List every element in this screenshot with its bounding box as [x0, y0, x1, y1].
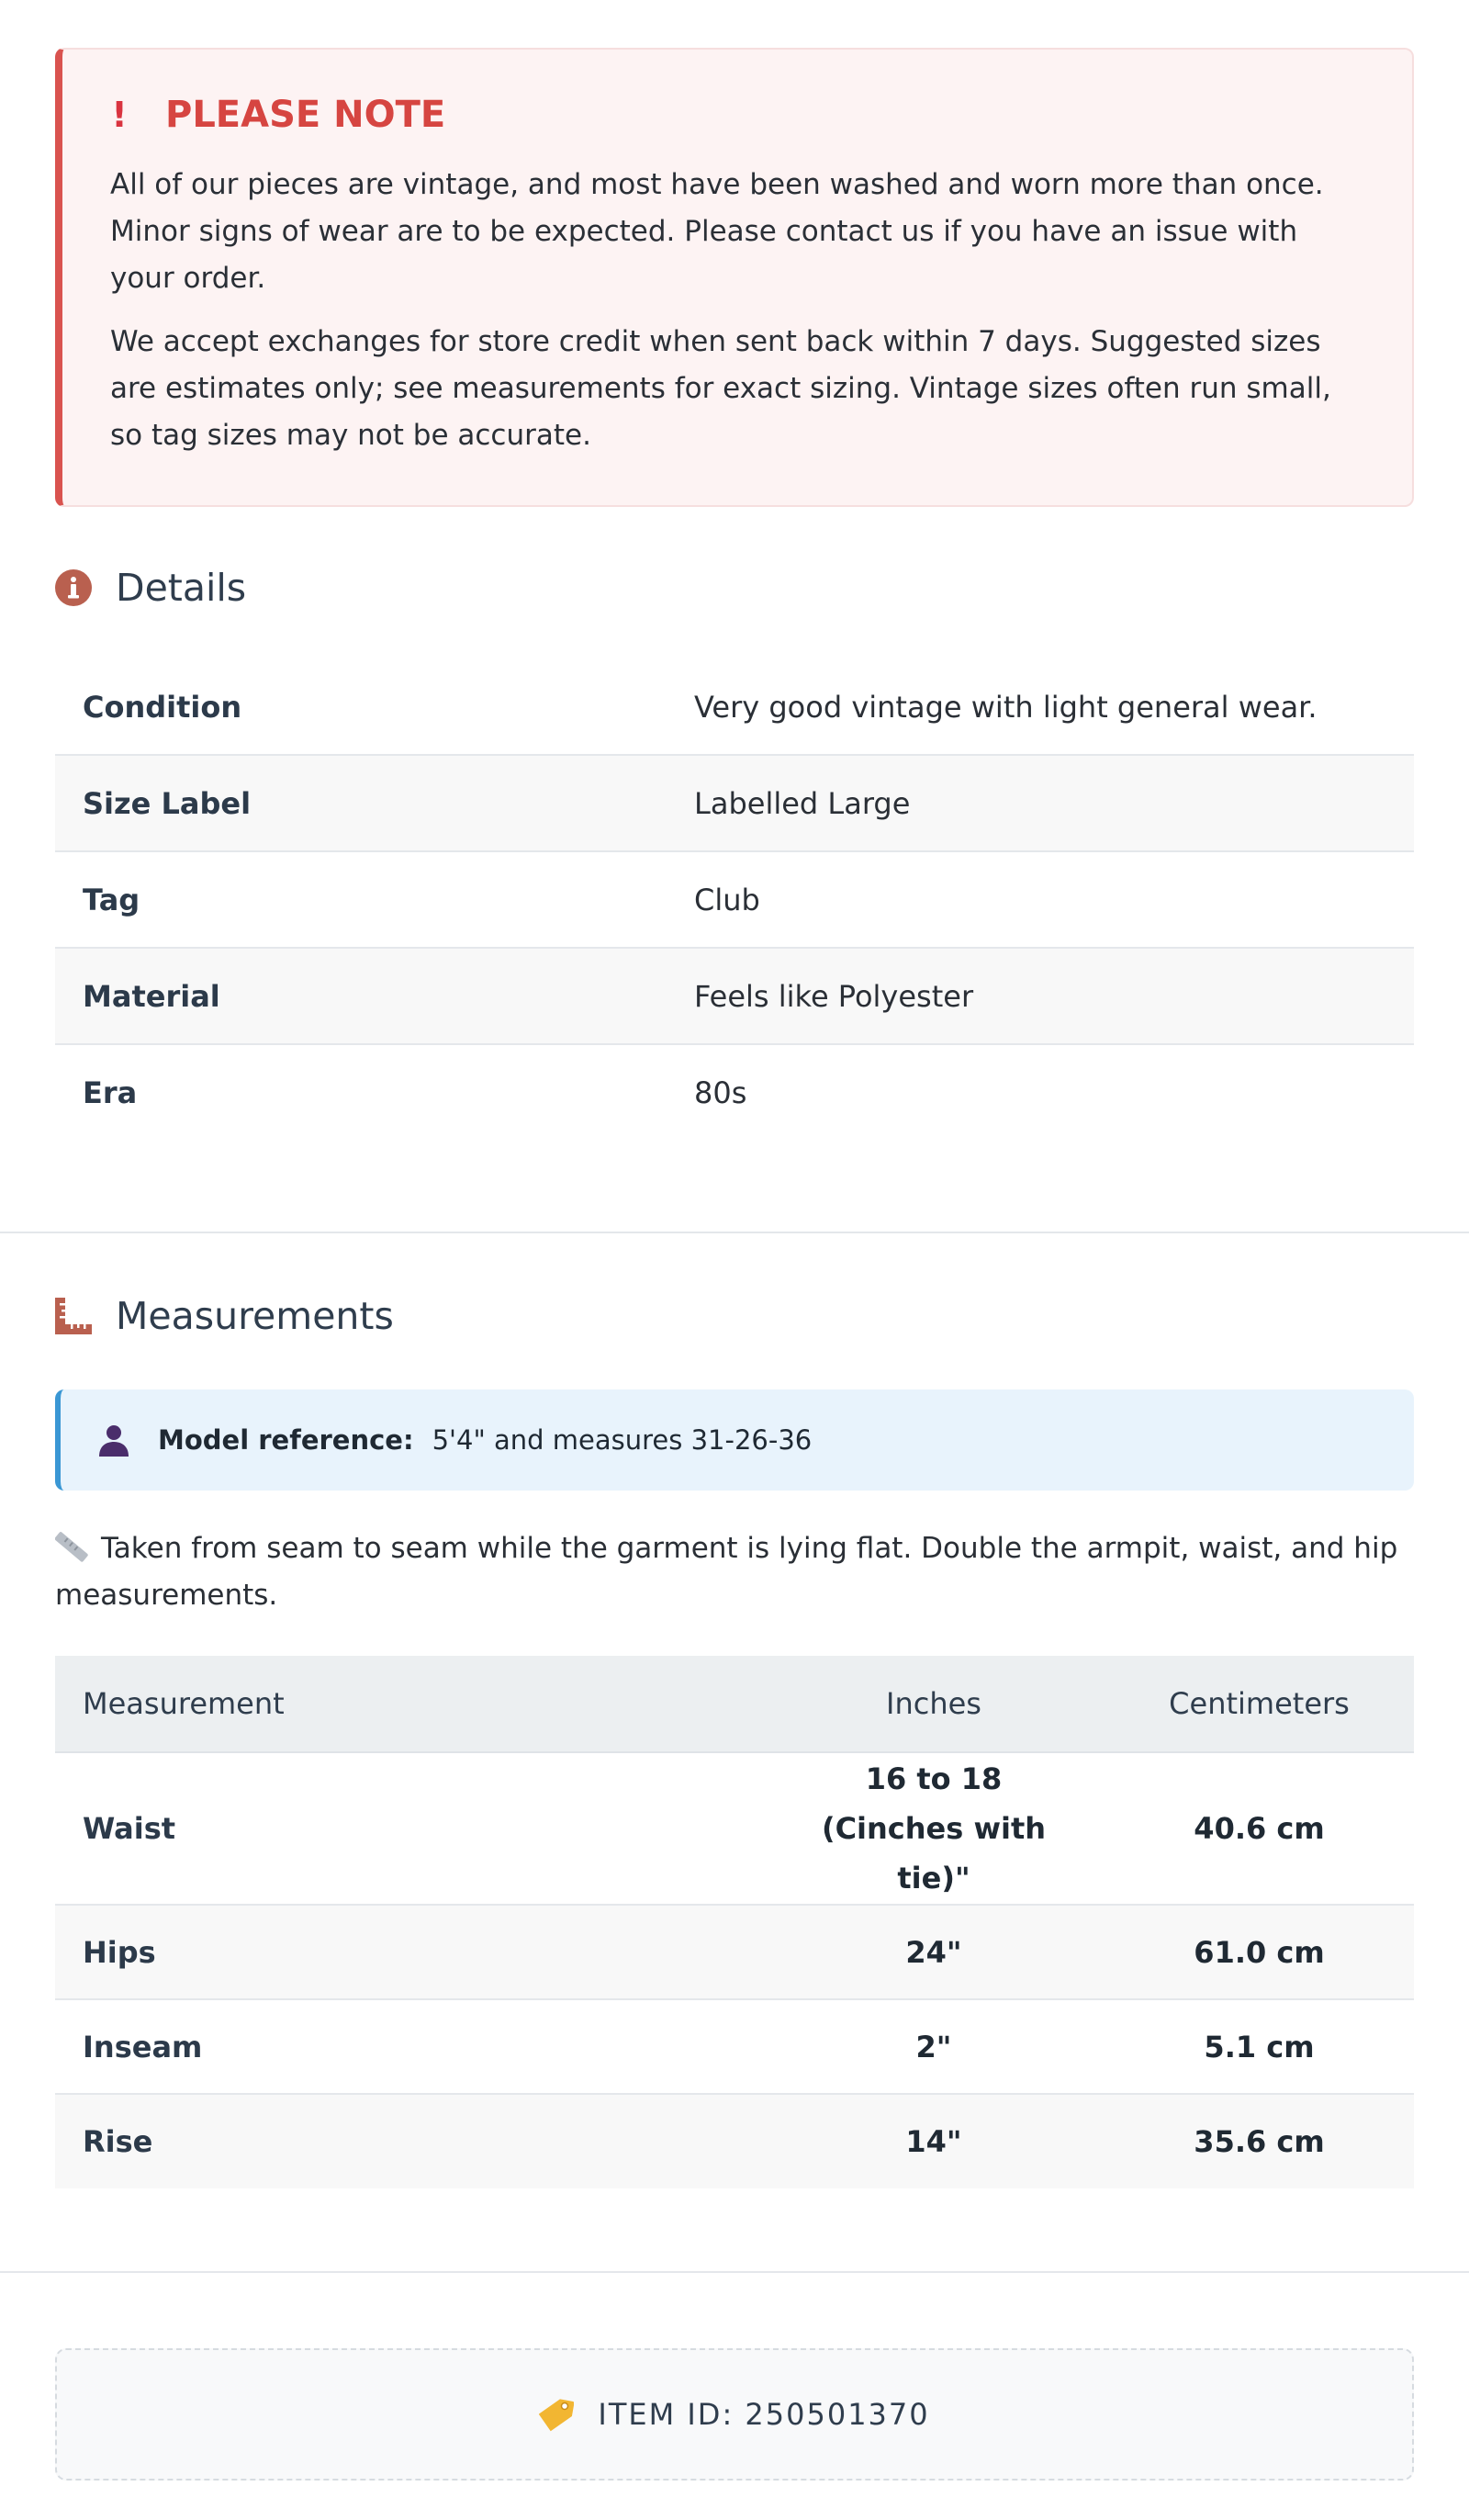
detail-label: Material [55, 948, 667, 1044]
measurement-name: Hips [55, 1905, 763, 1999]
measurement-cm: 5.1 cm [1105, 1999, 1414, 2094]
table-row [55, 851, 1414, 948]
info-circle-icon [55, 569, 92, 606]
measurement-note [55, 1525, 1414, 1619]
measurement-cm: 40.6 cm [1105, 1752, 1414, 1905]
details-heading [55, 560, 1414, 615]
measurement-cm: 35.6 cm [1105, 2094, 1414, 2188]
detail-value: Labelled Large [667, 755, 1414, 851]
measurements-title: Measurements [116, 1294, 394, 1338]
measurement-name: Inseam [55, 1999, 763, 2094]
notice-box [55, 48, 1414, 507]
measurement-note-text: Taken from seam to seam while the garment is lying flat. Double the armpit, waist, and hip measurements. [55, 1532, 1398, 1612]
column-header: Inches [763, 1656, 1105, 1752]
details-title: Details [116, 566, 247, 610]
notice-title-text: PLEASE NOTE [165, 94, 446, 136]
measurements-heading [55, 1288, 1414, 1344]
detail-value: Very good vintage with light general wear. [667, 659, 1414, 755]
table-header-row [55, 1656, 1414, 1752]
measurement-cm: 61.0 cm [1105, 1905, 1414, 1999]
column-header: Centimeters [1105, 1656, 1414, 1752]
measurement-inches: 14" [763, 2094, 1105, 2188]
section-divider [0, 1232, 1469, 1233]
measurement-inches [763, 1752, 1105, 1905]
tag-icon [539, 2397, 574, 2432]
table-row [55, 1044, 1414, 1140]
details-table [55, 659, 1414, 1140]
measurement-name: Rise [55, 2094, 763, 2188]
table-row [55, 2094, 1414, 2188]
model-reference-value: 5'4" and measures 31-26-36 [432, 1424, 813, 1456]
detail-value: 80s [694, 1074, 747, 1110]
straight-ruler-icon [55, 1530, 88, 1563]
detail-value: Club [667, 851, 1414, 948]
model-reference-box [55, 1389, 1414, 1491]
notice-title [110, 94, 1364, 136]
measurement-inches: 2" [763, 1999, 1105, 2094]
notice-paragraph: All of our pieces are vintage, and most have been washed and worn more than once. Minor signs of wear are to be expected. Please contact us if you have an issue with your order. [110, 168, 1324, 295]
table-row [55, 755, 1414, 851]
table-row [55, 1905, 1414, 1999]
table-row [55, 948, 1414, 1044]
section-divider [0, 2271, 1469, 2273]
item-id-box [55, 2348, 1414, 2481]
table-row [55, 659, 1414, 755]
detail-label: Condition [55, 659, 667, 755]
detail-value: Feels like Polyester [667, 948, 1414, 1044]
detail-label: Tag [55, 851, 667, 948]
measurement-inches: 24" [763, 1905, 1105, 1999]
table-row [55, 1999, 1414, 2094]
user-icon [97, 1423, 130, 1457]
detail-label: Era [83, 1074, 138, 1110]
exclamation-icon: ! [111, 95, 128, 135]
notice-paragraph: We accept exchanges for store credit when sent back within 7 days. Suggested sizes are estimates only; see measurements for exact sizing. Vintage sizes often run small, so tag sizes may not be accurate. [110, 325, 1331, 452]
item-id-text: ITEM ID: 250501370 [598, 2397, 930, 2432]
table-row [55, 1752, 1414, 1905]
column-header: Measurement [55, 1656, 763, 1752]
ruler-icon [55, 1298, 92, 1334]
measurement-inches-text: 16 to 18 (Cinches with tie)" [821, 1761, 1047, 1896]
measurement-name: Waist [55, 1752, 763, 1905]
measurements-table [55, 1656, 1414, 2188]
model-reference-label: Model reference: [158, 1424, 414, 1456]
detail-label: Size Label [55, 755, 667, 851]
